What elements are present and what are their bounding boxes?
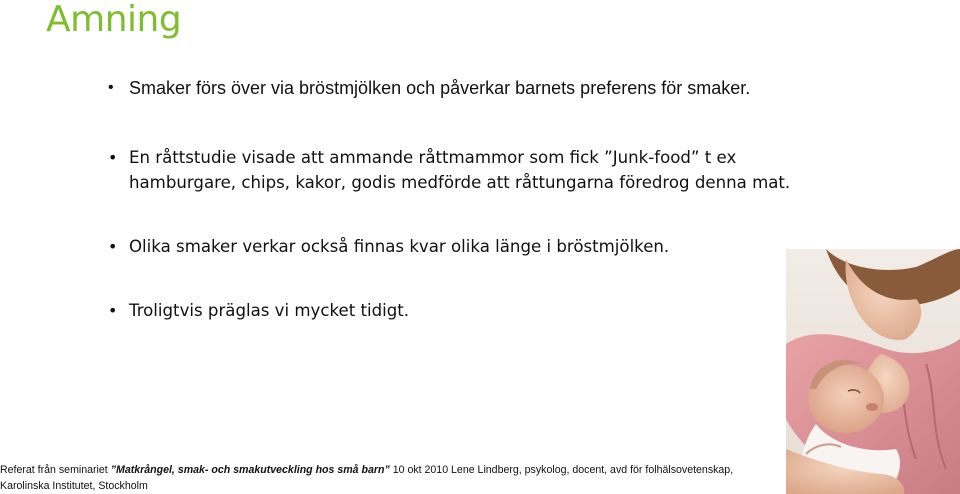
footnote-suffix: 10 okt 2010 Lene Lindberg, psykolog, docent, avd för folhälsovetenskap, Karolinska Institutet, Stockholm xyxy=(0,464,734,492)
bullet-item xyxy=(108,299,808,323)
source-footnote xyxy=(0,462,780,494)
bullet-text: Olika smaker verkar också finnas kvar olika länge i bröstmjölken. xyxy=(129,237,670,256)
bullet-item xyxy=(108,76,808,100)
slide-title: Amning xyxy=(46,0,182,40)
breastfeeding-photo xyxy=(786,249,960,494)
bullet-text: Smaker förs över via bröstmjölken och påverkar barnets preferens för smaker. xyxy=(129,78,751,98)
bullet-text: En råttstudie visade att ammande råttmammor som fick ”Junk-food” t ex hamburgare, chips, kakor, godis medförde att råttungarna föredrog denna mat. xyxy=(129,148,791,192)
footnote-seminar-title: ”Matkrångel, smak- och smakutveckling hos små barn” xyxy=(110,464,390,476)
bullet-item xyxy=(108,235,808,259)
bullet-glyph: • xyxy=(108,79,114,96)
footnote-prefix: Referat från seminariet xyxy=(0,464,111,476)
bullet-text: Troligtvis präglas vi mycket tidigt. xyxy=(129,301,410,320)
bullet-glyph: • xyxy=(108,301,118,320)
bullet-glyph: • xyxy=(108,237,118,256)
bullet-glyph: • xyxy=(108,148,118,167)
bullet-item xyxy=(108,145,808,195)
